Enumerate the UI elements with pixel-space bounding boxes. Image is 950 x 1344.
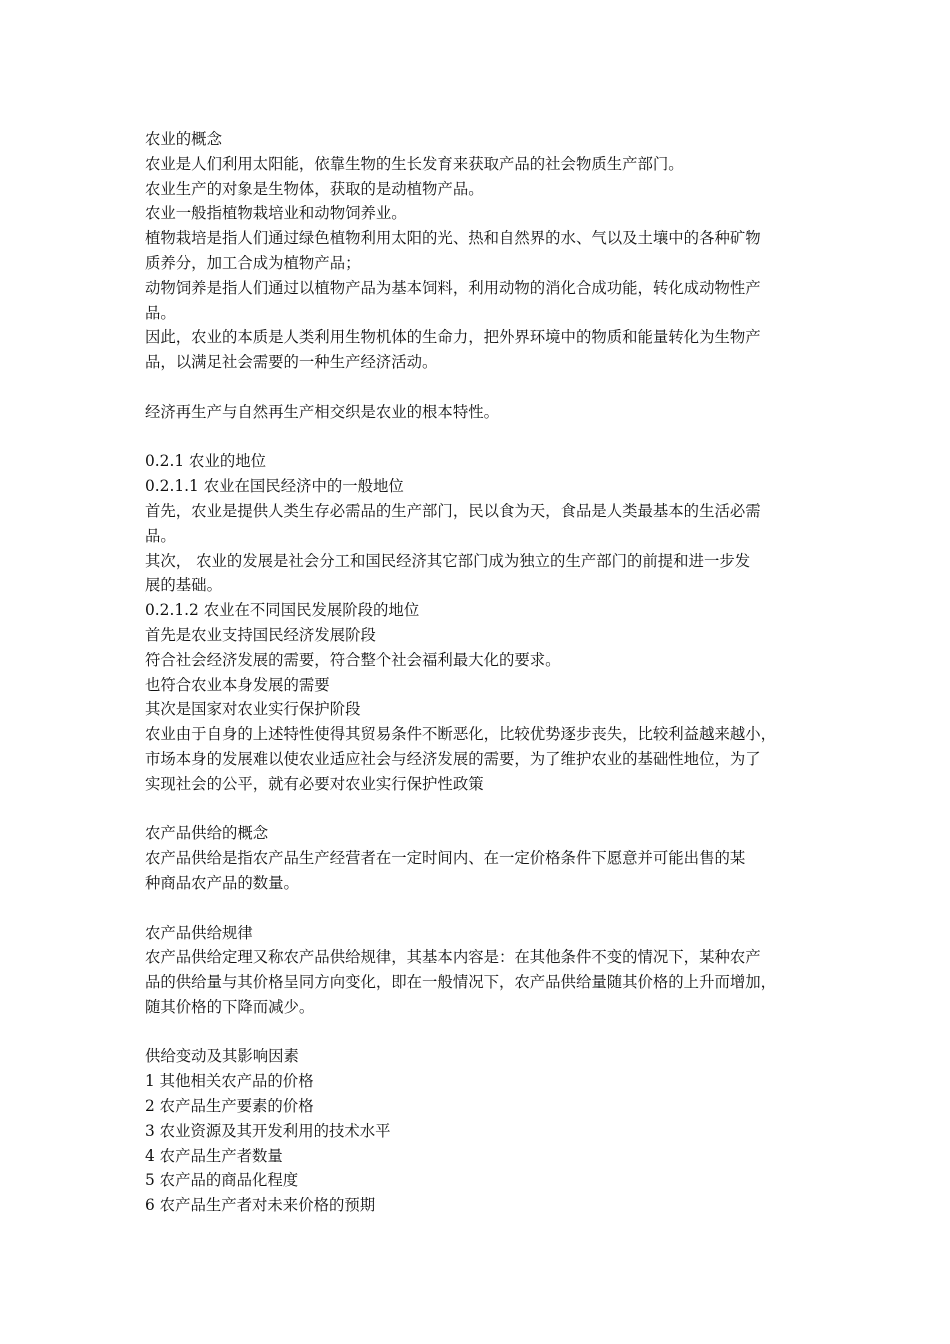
text-line: 实现社会的公平，就有必要对农业实行保护性政策: [145, 774, 484, 793]
blank-line: [145, 896, 825, 921]
text-line: 也符合农业本身发展的需要: [145, 675, 330, 694]
text-line: 农产品供给是指农产品生产经营者在一定时间内、在一定价格条件下愿意并可能出售的某: [145, 849, 746, 868]
blank-line: [145, 1020, 825, 1045]
text-line: 农业一般指植物栽培业和动物饲养业。: [145, 204, 407, 223]
text-line: 经济再生产与自然再生产相交织是农业的根本特性。: [145, 402, 499, 421]
text-line: 市场本身的发展难以使农业适应社会与经济发展的需要，为了维护农业的基础性地位，为了: [145, 749, 761, 768]
blank-line: [145, 797, 825, 822]
text-line: 符合社会经济发展的需要，符合整个社会福利最大化的要求。: [145, 650, 561, 669]
text-line: 品。: [145, 303, 176, 322]
document-body: [145, 127, 825, 1218]
text-line: 品。: [145, 526, 176, 545]
text-line: 其次是国家对农业实行保护阶段: [145, 700, 361, 719]
text-line: 品，以满足社会需要的一种生产经济活动。: [145, 353, 438, 372]
text-line: 0.2.1.2 农业在不同国民发展阶段的地位: [145, 601, 420, 620]
text-line: 农业是人们利用太阳能，依靠生物的生长发育来获取产品的社会物质生产部门。: [145, 154, 684, 173]
text-line: 其次， 农业的发展是社会分工和国民经济其它部门成为独立的生产部门的前提和进一步发: [145, 551, 751, 570]
text-line: 农业由于自身的上述特性使得其贸易条件不断恶化，比较优势逐步丧失，比较利益越来越小，: [145, 725, 777, 744]
text-line: 因此，农业的本质是人类利用生物机体的生命力，把外界环境中的物质和能量转化为生物产: [145, 328, 761, 347]
text-line: 首先，农业是提供人类生存必需品的生产部门，民以食为天，食品是人类最基本的生活必需: [145, 501, 761, 520]
text-line: 农业生产的对象是生物体，获取的是动植物产品。: [145, 179, 484, 198]
text-line: 种商品农产品的数量。: [145, 873, 299, 892]
text-line: 0.2.1 农业的地位: [145, 452, 267, 471]
text-line: 植物栽培是指人们通过绿色植物利用太阳的光、热和自然界的水、气以及土壤中的各种矿物: [145, 229, 761, 248]
blank-line: [145, 425, 825, 450]
text-line: 4 农产品生产者数量: [145, 1146, 283, 1165]
text-line: 农产品供给定理又称农产品供给规律，其基本内容是：在其他条件不变的情况下，某种农产: [145, 948, 761, 967]
text-line: 5 农产品的商品化程度: [145, 1171, 299, 1190]
text-line: 2 农产品生产要素的价格: [145, 1097, 314, 1116]
text-line: 6 农产品生产者对未来价格的预期: [145, 1196, 376, 1215]
text-line: 动物饲养是指人们通过以植物产品为基本饲料，利用动物的消化合成功能，转化成动物性产: [145, 278, 761, 297]
text-line: 0.2.1.1 农业在国民经济中的一般地位: [145, 477, 404, 496]
text-line: 品的供给量与其价格呈同方向变化，即在一般情况下，农产品供给量随其价格的上升而增加，: [145, 973, 777, 992]
text-line: 供给变动及其影响因素: [145, 1047, 299, 1066]
text-line: 农产品供给规律: [145, 923, 253, 942]
text-line: 3 农业资源及其开发利用的技术水平: [145, 1121, 391, 1140]
blank-line: [145, 375, 825, 400]
text-line: 展的基础。: [145, 576, 222, 595]
text-line: 质养分，加工合成为植物产品；: [145, 253, 361, 272]
text-line: 首先是农业支持国民经济发展阶段: [145, 625, 376, 644]
text-line: 随其价格的下降而减少。: [145, 997, 315, 1016]
text-line: 农业的概念: [145, 130, 222, 148]
text-line: 1 其他相关农产品的价格: [145, 1072, 314, 1091]
text-line: 农产品供给的概念: [145, 824, 269, 843]
